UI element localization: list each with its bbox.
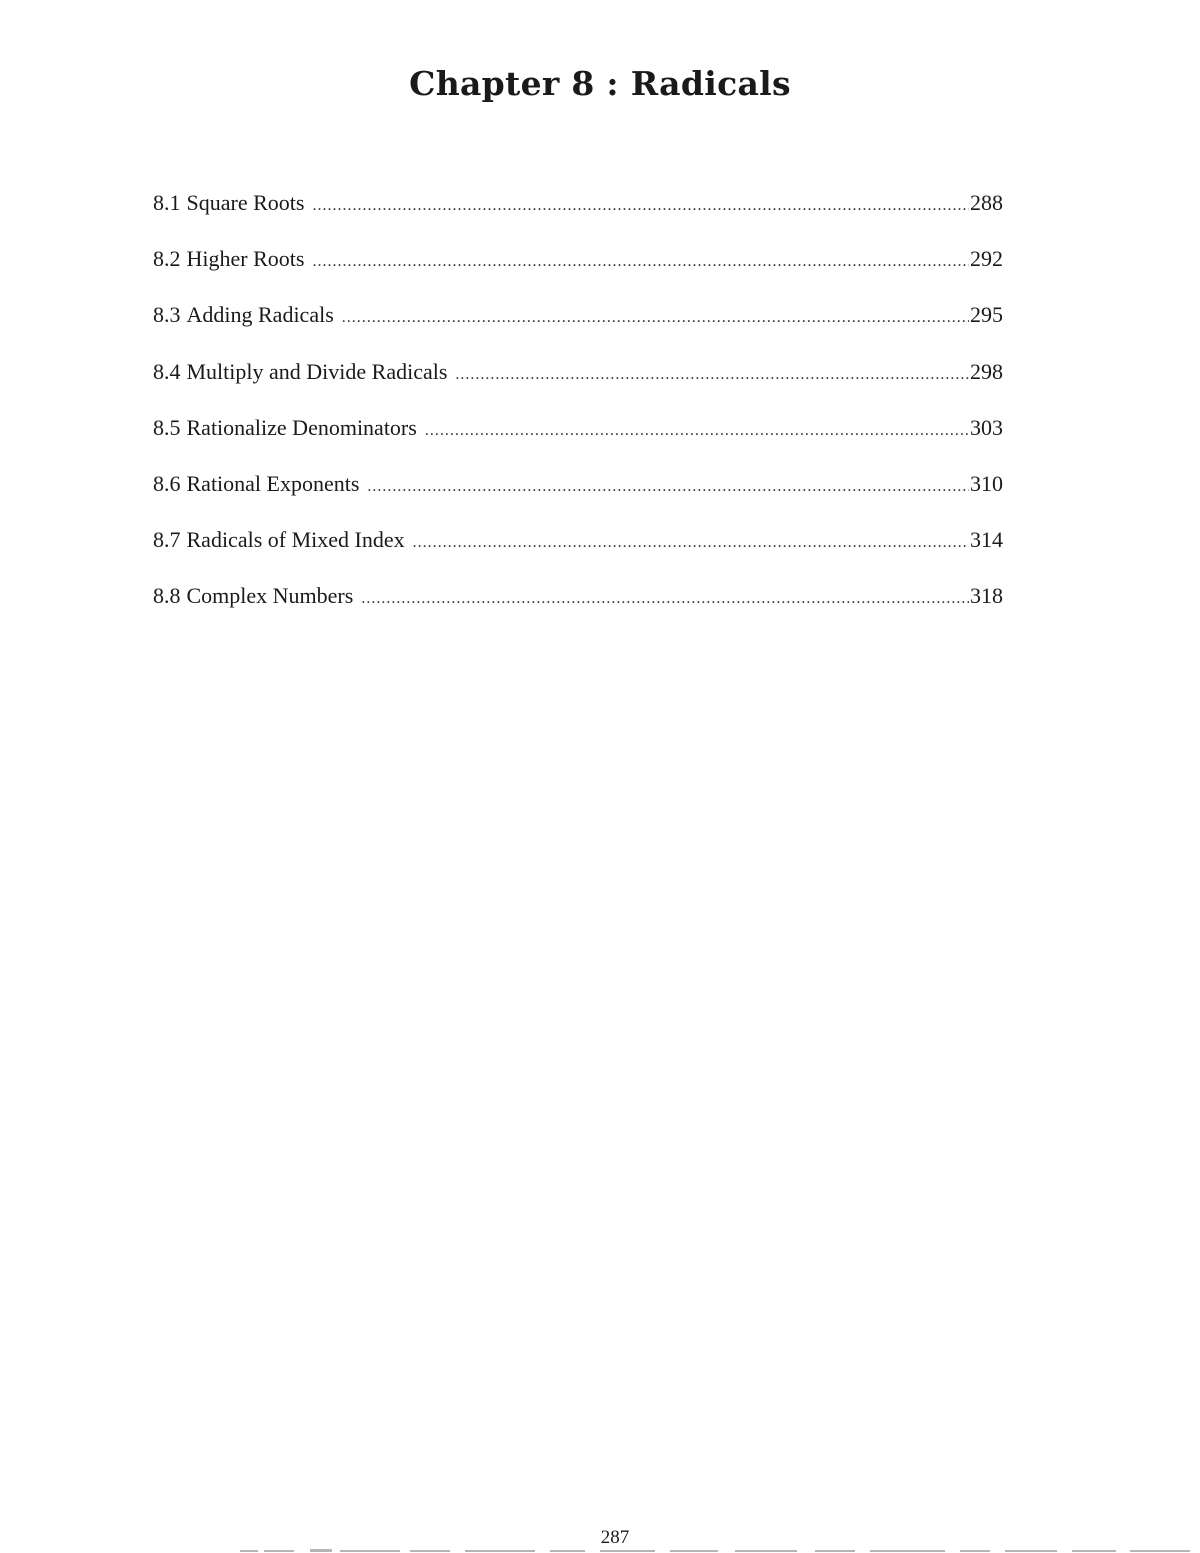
toc-entry-8-4[interactable]: [153, 355, 1003, 411]
table-of-contents: [153, 186, 1003, 636]
toc-dot-leader: [312, 189, 969, 223]
toc-dot-leader: [413, 526, 969, 560]
toc-dot-leader: [312, 245, 969, 279]
toc-dot-leader: [455, 358, 969, 392]
toc-page-number: 318: [970, 583, 1003, 609]
toc-section-number: 8.7: [153, 527, 181, 553]
toc-dot-leader: [342, 301, 969, 335]
toc-section-title: Square Roots: [186, 190, 305, 215]
toc-page-number: 292: [970, 246, 1003, 272]
footer-license-line: [240, 1548, 1200, 1553]
toc-entry-8-1[interactable]: [153, 186, 1003, 242]
toc-section-title: Complex Numbers: [186, 583, 354, 609]
toc-entry-8-8[interactable]: [153, 579, 1003, 635]
footer-faint-text-graphic: [240, 1548, 1200, 1553]
toc-section-number: 8.6: [153, 470, 181, 496]
toc-dot-leader: [367, 470, 969, 504]
toc-entry-8-5[interactable]: [153, 411, 1003, 467]
toc-section-number: 8.8: [153, 583, 181, 609]
toc-entry-8-3[interactable]: [153, 298, 1003, 354]
toc-page-number: 288: [970, 190, 1003, 215]
toc-dot-leader: [361, 582, 969, 616]
toc-section-number: 8.4: [153, 358, 181, 384]
toc-entry-8-2[interactable]: [153, 242, 1003, 298]
toc-page-number: 303: [970, 414, 1003, 440]
toc-page-number: 295: [970, 302, 1003, 328]
toc-entry-8-6[interactable]: [153, 467, 1003, 523]
toc-page-number: 314: [970, 527, 1003, 553]
toc-entry-8-7[interactable]: [153, 523, 1003, 579]
toc-dot-leader: [425, 414, 969, 448]
toc-section-number: 8.2: [153, 246, 181, 272]
toc-section-title: Rational Exponents: [186, 470, 360, 496]
toc-section-title: Radicals of Mixed Index: [186, 527, 405, 553]
toc-section-title: Adding Radicals: [186, 302, 334, 328]
toc-section-number: 8.1: [153, 190, 181, 215]
toc-section-title: Multiply and Divide Radicals: [186, 358, 448, 384]
toc-section-title: Rationalize Denominators: [186, 414, 417, 440]
toc-section-number: 8.5: [153, 414, 181, 440]
toc-page-number: 310: [970, 470, 1003, 496]
toc-section-title: Higher Roots: [186, 246, 305, 272]
toc-section-number: 8.3: [153, 302, 181, 328]
toc-page-number: 298: [970, 358, 1003, 384]
chapter-title: Chapter 8 : Radicals: [409, 64, 791, 103]
page-number: 287: [600, 1527, 630, 1548]
